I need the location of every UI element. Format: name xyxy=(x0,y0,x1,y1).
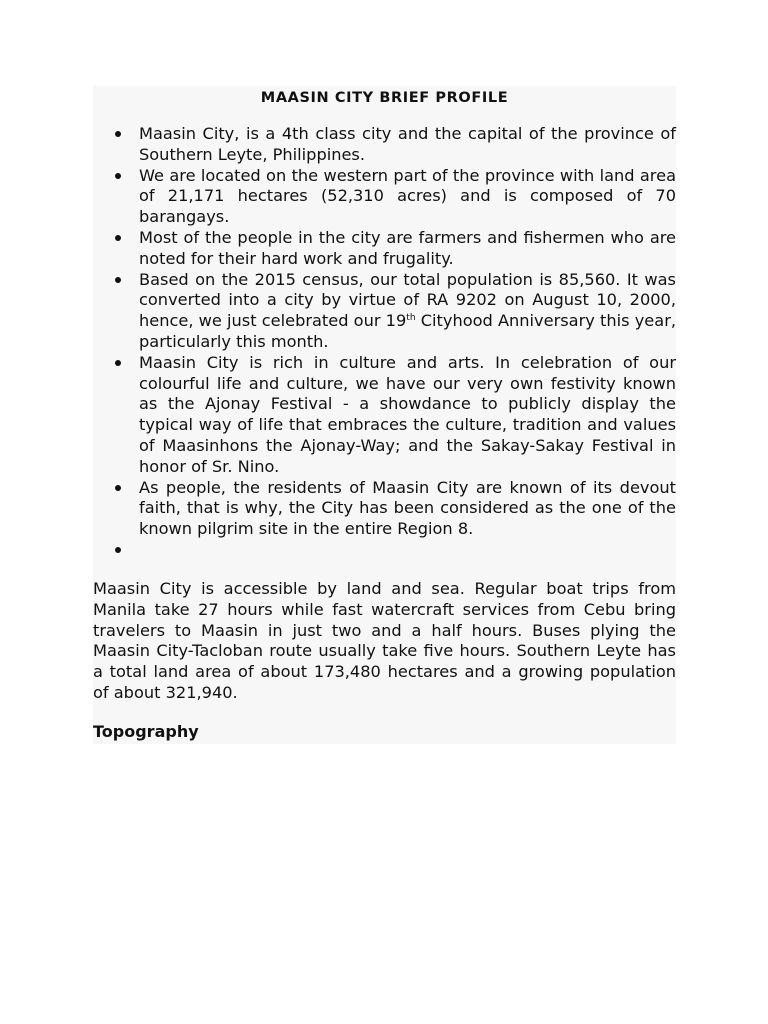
bullet-item-faith xyxy=(93,478,676,540)
bullet-item-people xyxy=(93,228,676,270)
ordinal-superscript: th xyxy=(406,313,416,324)
bullet-text-before: Based on the 2015 census, our total population is 85,560. It was converted into a city by virtue of RA 9202 on August 10, 2000, hence, we just celebrated our 19 xyxy=(139,269,676,331)
bullet-text: We are located on the western part of the province with land area of 21,171 hectares (52,310 acres) and is composed of 70 barangays. xyxy=(139,165,676,227)
topography-heading: Topography xyxy=(93,722,199,741)
bullet-icon xyxy=(115,360,121,366)
bullet-item-empty xyxy=(93,540,676,561)
accessibility-paragraph: Maasin City is accessible by land and sea. Regular boat trips from Manila take 27 hours while fast watercraft services from Cebu bring travelers to Maasin in just two and a half hours. Buses plying the Maasin City-Tacloban route usually take five hours. Southern Leyte has a total land area of about 173,480 hectares and a growing population of about 321,940. xyxy=(93,579,676,702)
bullet-text-after: Cityhood Anniversary this year, particularly this month. xyxy=(139,311,676,351)
bullet-icon xyxy=(115,547,121,553)
bullet-item-city-class xyxy=(93,124,676,166)
bullet-text: Maasin City, is a 4th class city and the capital of the province of Southern Leyte, Philippines. xyxy=(139,124,676,164)
document-title: MAASIN CITY BRIEF PROFILE xyxy=(260,90,509,106)
bullet-icon xyxy=(115,485,121,491)
bullet-item-culture xyxy=(93,353,676,478)
bullet-icon xyxy=(115,277,121,283)
bullet-item-census xyxy=(93,270,676,353)
profile-bullet-list xyxy=(93,124,676,561)
bullet-text: Maasin City is rich in culture and arts. In celebration of our colourful life and culture, we have our very own festivity known as the Ajonay Festival - a showdance to publicly display the typical way of life that embraces the culture, tradition and values of Maasinhons the Ajonay-Way; and the Sakay-Sakay Festival in honor of Sr. Nino. xyxy=(139,352,676,476)
bullet-text: As people, the residents of Maasin City are known of its devout faith, that is why, the City has been considered as the one of the known pilgrim site in the entire Region 8. xyxy=(139,477,676,539)
bullet-item-location xyxy=(93,166,676,228)
bullet-icon xyxy=(115,131,121,137)
bullet-icon xyxy=(115,173,121,179)
bullet-icon xyxy=(115,235,121,241)
document-content xyxy=(93,86,676,744)
bullet-text: Most of the people in the city are farmers and fishermen who are noted for their hard work and frugality. xyxy=(139,227,676,268)
